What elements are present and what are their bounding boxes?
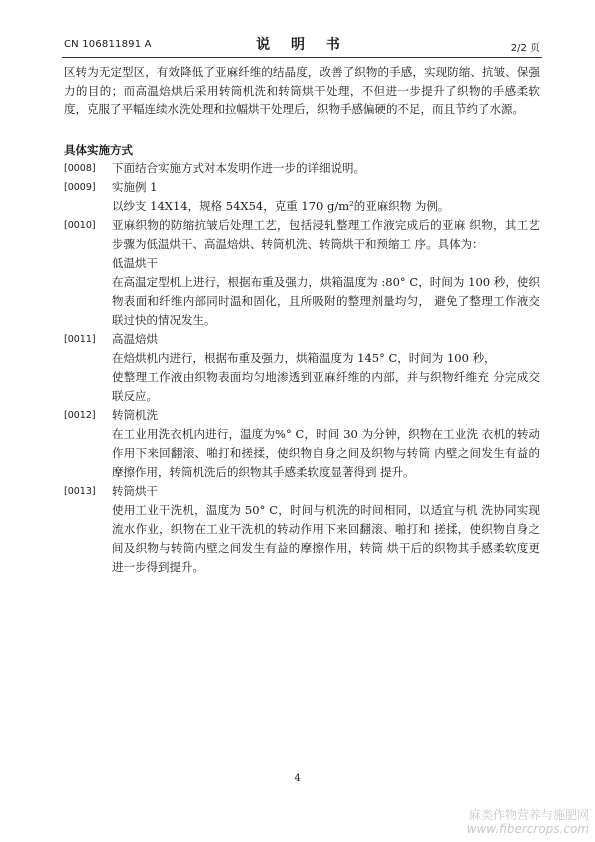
page-header: [64, 34, 540, 54]
document-body: [64, 63, 540, 577]
watermark-title: 麻类作物营养与施肥网: [468, 808, 589, 822]
paragraph-text: 转筒烘干: [112, 484, 158, 498]
paragraph-text: 在焙烘机内进行，根据布重及强力，烘箱温度为 145° C，时间为 100 秒，: [112, 351, 496, 365]
patent-number: CN 106811891 A: [64, 39, 152, 50]
paragraph-text: 使用工业干洗机，温度为 50° C，时间与机洗的时间相同，以适宜与机 洗协同实现流水作业，织物在工业干洗机的转动作用下来回翻滚、啪打和 搓揉，使织物自身之间及织物与转筒内壁之间发生有益的摩擦作用，转筒 烘干后的织物其手感柔软度更进一步得到提升。: [112, 503, 540, 574]
paragraph-text: 下面结合实施方式对本发明作进一步的详细说明。: [112, 161, 365, 175]
step-heading-low-temp-dry: [64, 254, 540, 273]
paragraph-text: 低温烘干: [112, 256, 158, 270]
paragraph-number: [0012]: [64, 410, 96, 421]
paragraph-0013: [64, 482, 540, 501]
paragraph-line: [64, 425, 540, 482]
paragraph-line: [64, 501, 540, 577]
paragraph-number: [0010]: [64, 220, 96, 231]
paragraph-number: [0008]: [64, 163, 96, 174]
paragraph-text: 转筒机洗: [112, 408, 158, 422]
watermark-url: www.fibercrops.com: [466, 822, 589, 836]
paragraph-number: [0011]: [64, 334, 96, 345]
paragraph-0008: [64, 159, 540, 178]
paragraph-line: [64, 273, 540, 330]
page-number: 4: [294, 773, 301, 784]
paragraph-text: 在工业用洗衣机内进行，温度为%° C，时间 30 为分钟，织物在工业洗 衣机的转动作用下来回翻滚、啪打和搓揉，使织物自身之间及织物与转筒 内壁之间发生有益的摩擦作用，转筒机洗后的织物其手感柔软度显著得到 提升。: [112, 427, 540, 479]
paragraph-text: 在高温定型机上进行，根据布重及强力，烘箱温度为 :80° C，时间为 100 秒，使织物表面和纤维内部同时温和固化，且所吸附的整理剂量均匀， 避免了整理工作液交联过快的情况发生。: [112, 275, 540, 327]
watermark: [467, 808, 589, 836]
intro-paragraph: 区转为无定型区，有效降低了亚麻纤维的结晶度，改善了织物的手感，实现防缩、抗皱、保强力的目的；而高温焙烘后采用转筒机洗和转筒烘干处理，不但进一步提升了织物的手感柔软度，克服了平幅连续水洗处理和拉幅烘干处理后，织物手感偏硬的不足，而且节约了水源。: [64, 65, 540, 116]
paragraph-text: 亚麻织物的防缩抗皱后处理工艺，包括浸轧整理工作液完成后的亚麻 织物，其工艺步骤为低温烘干、高温焙烘、转筒机洗、转筒烘干和预缩工 序。具体为：: [112, 218, 540, 251]
paragraph-0011: [64, 330, 540, 349]
paragraph-line: [64, 197, 540, 216]
paragraph-0010: [64, 216, 540, 254]
paragraph-0009: [64, 178, 540, 197]
paragraph-line: [64, 349, 540, 368]
header-divider: [62, 57, 542, 58]
section-title: 具体实施方式: [64, 142, 133, 157]
paragraph-0012: [64, 406, 540, 425]
paragraph-number: [0009]: [64, 182, 96, 193]
paragraph-text: 高温焙烘: [112, 332, 158, 346]
paragraph-text: 以纱支 14X14，规格 54X54，克重 170 g/m²的亚麻织物 为例。: [112, 199, 450, 213]
paragraph-text: 实施例 1: [112, 180, 158, 194]
paragraph-text: 使整理工作液由织物表面均匀地渗透到亚麻纤维的内部，并与织物纤维充 分完成交联反应。: [112, 370, 540, 403]
document-title: 说 明 书: [256, 37, 348, 53]
paragraph-number: [0013]: [64, 486, 96, 497]
page-indicator: 2/2 页: [510, 43, 540, 54]
paragraph-line: [64, 368, 540, 406]
